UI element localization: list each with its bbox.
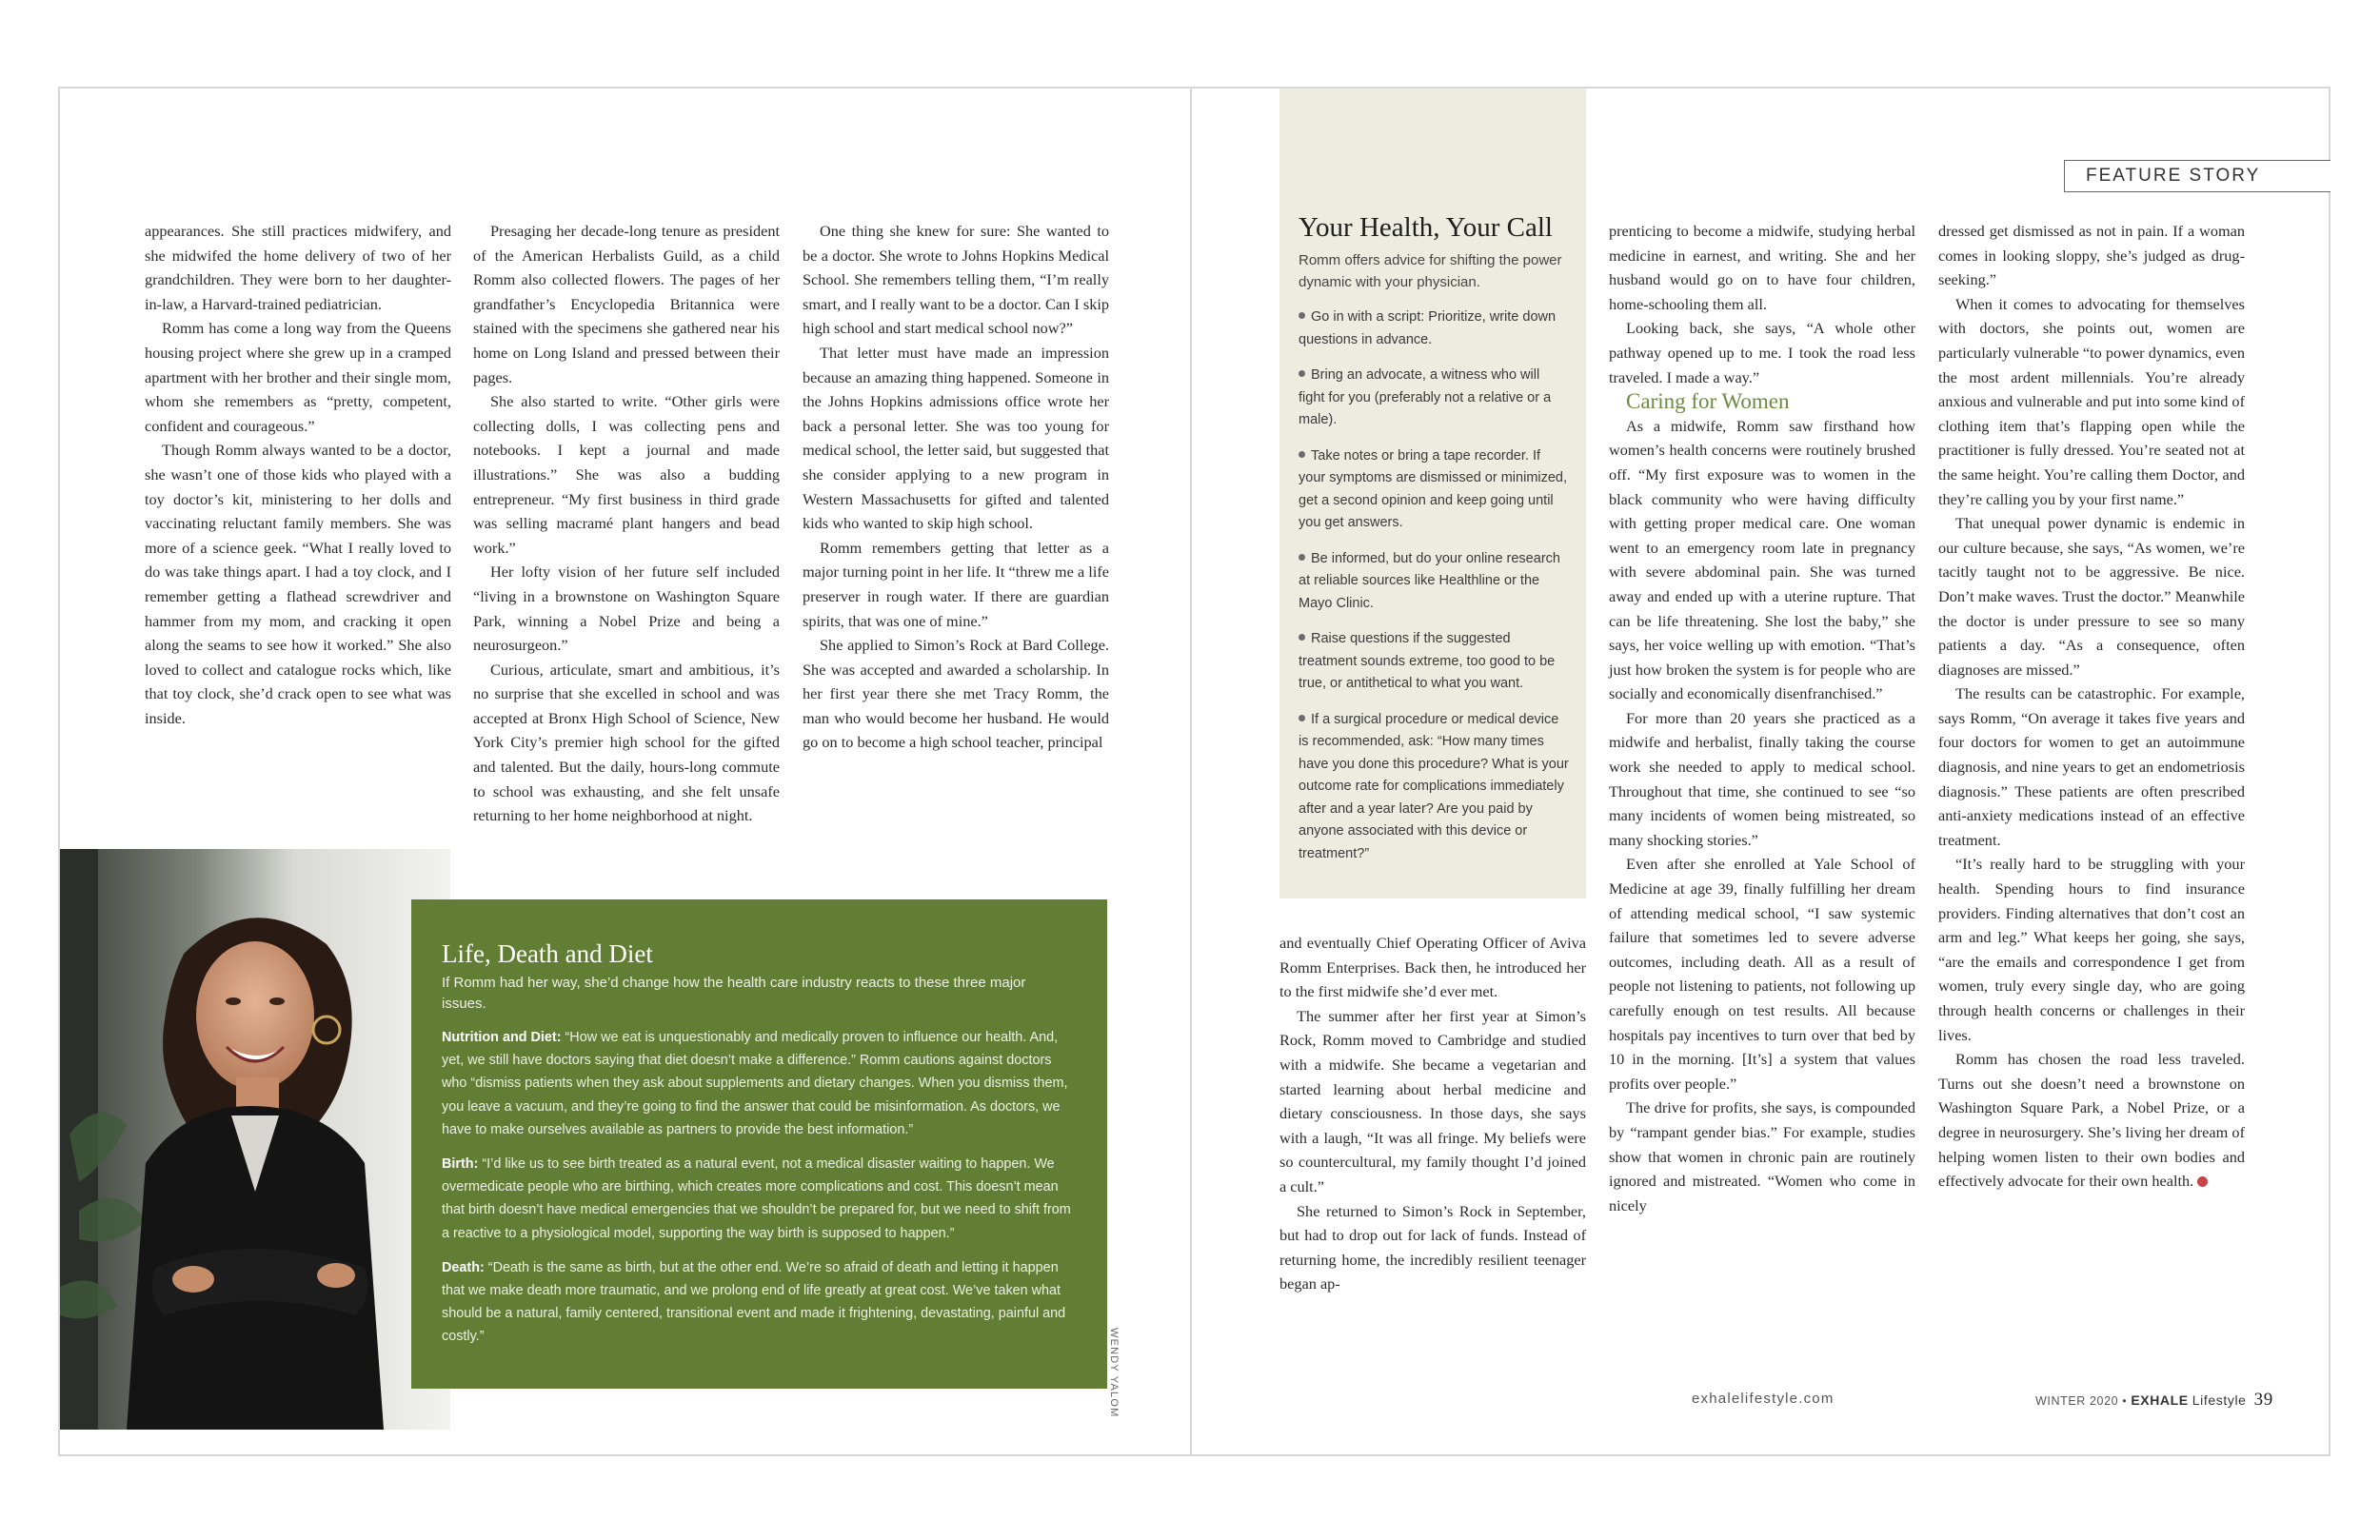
paragraph: and eventually Chief Operating Officer of Aviva Romm Enterprises. Back then, he introduced her to the first midwife she’d ever met. (1279, 934, 1586, 1001)
bullet-icon (1299, 312, 1305, 319)
magazine-brand-suffix: Lifestyle (2192, 1392, 2247, 1408)
paragraph: When it comes to advocating for themselves with doctors, she points out, women are particularly vulnerable “to power dynamics, even the most ardent millennials. You’re already anxious and vulnerable and put into some kind of clothing item that’s flapping open while the practitioner is fully dressed. You’re seated not at the same height. You’re calling them Doctor, and they’re calling you by your first name.” (1938, 294, 2245, 508)
section-tab: FEATURE STORY (2064, 160, 2330, 192)
sidebar-intro: Romm offers advice for shifting the power dynamic with your physician. (1299, 252, 1562, 290)
paragraph: She applied to Simon’s Rock at Bard College. She was accepted and awarded a scholarship. In her first year there she met Tracy Romm, the man who would become her husband. He would go on to become a high school teacher, principal (803, 636, 1109, 752)
life-death-diet-box (411, 899, 1107, 1389)
footer-issue (2035, 1390, 2273, 1411)
paragraph: Romm has chosen the road less traveled. Turns out she doesn’t need a brownstone on Washington Square Park, a Nobel Prize, or a degree in neurosurgery. She’s living her dream of helping women listen to their own bodies and effectively advocate for their own health. (1938, 1050, 2245, 1191)
paragraph: One thing she knew for sure: She wanted to be a doctor. She wrote to Johns Hopkins Medical School. She remembers telling them, “I’m really smart, and I really want to be a doctor. Can I skip high school and start medical school now?” (803, 222, 1109, 338)
paragraph: prenticing to become a midwife, studying herbal medicine in earnest, and writing. She and her husband would go on to have four children, home-schooling them all. (1609, 222, 1915, 313)
bullet-icon (1299, 715, 1305, 721)
box-intro: If Romm had her way, she’d change how the health care industry reacts to these three major issues. (442, 975, 1026, 1012)
magazine-brand: EXHALE (2131, 1392, 2189, 1408)
health-tips-sidebar (1279, 89, 1586, 898)
box-item-label: Death: (442, 1259, 485, 1275)
paragraph: Curious, articulate, smart and ambitious, it’s no surprise that she excelled in school and was accepted at Bronx High School of Science, New York City’s premier high school for the gifted and talented. But the daily, hours-long commute to school was exhausting, and she felt unsafe returning to her home neighborhood at night. (473, 660, 780, 825)
paragraph: Presaging her decade-long tenure as president of the American Herbalists Guild, as a child Romm also collected flowers. The pages of her grandfather’s Encyclopedia Britannica were stained with the specimens she gathered near his home on Long Island and pressed between their pages. (473, 222, 780, 386)
box-item-text: “Death is the same as birth, but at the other end. We’re so afraid of death and letting it happen that we make death more traumatic, and we prolong end of life greatly at great cost. We’ve taken what should be a natural, family centered, transitional event and made it frightening, devastating, painful and costly.” (442, 1259, 1066, 1345)
bullet-icon (1299, 634, 1305, 641)
paragraph: That unequal power dynamic is endemic in our culture because, she says, “As women, we’re tacitly taught not to be aggressive. Be nice. Don’t make waves. Trust the doctor.” Meanwhile the doctor is under pressure to see so many patients a day. “As a consequence, often diagnoses are missed.” (1938, 514, 2245, 679)
column-4 (1279, 931, 1586, 1296)
subhead: Caring for Women (1626, 389, 1790, 414)
box-item-death (442, 1256, 1071, 1349)
paragraph: The results can be catastrophic. For example, says Romm, “On average it takes five years and four doctors for women to get an autoimmune diagnosis, and nine years to get an endometriosis diagnosis.” These patients are often prescribed anti-anxiety medications instead of an effective treatment. (1938, 684, 2245, 849)
page-gutter (1190, 87, 1192, 1456)
paragraph: appearances. She still practices midwifery, and she midwifed the home delivery of two of her grandchildren. They were born to her daughter-in-law, a Harvard-trained pediatrician. (145, 222, 451, 313)
tip-item: If a surgical procedure or medical device is recommended, ask: “How many times have you done this procedure? What is your outcome rate for complications immediately after and a year later? Are you paid by anyone associated with this device or treatment?” (1299, 711, 1569, 861)
column-3 (803, 219, 1109, 755)
bullet-icon (1299, 370, 1305, 377)
issue-date: WINTER 2020 • (2035, 1394, 2128, 1408)
tip-item: Go in with a script: Prioritize, write down questions in advance. (1299, 309, 1557, 347)
box-item-label: Birth: (442, 1156, 479, 1173)
tip-item: Be informed, but do your online research at reliable sources like Healthline or the Mayo Clinic. (1299, 550, 1560, 611)
bullet-icon (1299, 451, 1305, 458)
paragraph: For more than 20 years she practiced as a midwife and herbalist, finally taking the course work she needed to apply to medical school. Throughout that time, she continued to see “so many incidents of women being mistreated, so many shocking stories.” (1609, 708, 1915, 849)
paragraph: She also started to write. “Other girls were collecting dolls, I was collecting pens and notebooks. I kept a journal and made illustrations.” She was also a budding entrepreneur. “My first business in third grade was selling macramé plant hangers and bead work.” (473, 392, 780, 557)
box-item-text: “I’d like us to see birth treated as a natural event, not a medical disaster waiting to happen. We overmedicate people who are birthing, which creates more complications and cost. This doesn’t mean that birth doesn’t have medical emergencies that we shouldn’t be prepared for, but we need to shift from a reactive to a physiological model, supporting the way birth is supposed to happen.” (442, 1156, 1071, 1241)
column-6 (1938, 219, 2245, 1194)
bullet-icon (1299, 554, 1305, 561)
portrait-photo (60, 849, 450, 1430)
tips-list (1299, 306, 1569, 865)
paragraph: Though Romm always wanted to be a doctor, she wasn’t one of those kids who played with a toy doctor’s kit, ministering to her dolls and vaccinating reluctant family members. She was more of a science geek. “What I really loved to do was take things apart. I had a toy clock, and I remember getting a flathead screwdriver and hammer from my mom, and cracking it open along the seams to see how it worked.” She also loved to collect and catalogue rocks which, like that toy clock, she’d crack open to see what was inside. (145, 441, 451, 727)
paragraph: “It’s really hard to be struggling with your health. Spending hours to find insurance providers. Finding alternatives that don’t cost an arm and leg.” What keeps her going, she says, “are the emails and correspondence I get from women, truly every single day, who are going through health concerns or challenges in their lives. (1938, 855, 2245, 1044)
tip-item: Bring an advocate, a witness who will fight for you (preferably not a relative or a male). (1299, 367, 1552, 427)
footer-url: exhalelifestyle.com (1692, 1391, 1835, 1407)
paragraph: Her lofty vision of her future self included “living in a brownstone on Washington Square Park, winning a Nobel Prize and being a neurosurgeon.” (473, 563, 780, 655)
tip-item: Take notes or bring a tape recorder. If your symptoms are dismissed or minimized, get a second opinion and keep going until you get answers. (1299, 447, 1568, 530)
paragraph: Romm remembers getting that letter as a major turning point in her life. It “threw me a life preserver in rough water. If there are guardian spirits, that was one of mine.” (803, 538, 1109, 630)
paragraph: Looking back, she says, “A whole other pathway opened up to me. I took the road less traveled. I made a way.” (1609, 319, 1915, 386)
column-5 (1609, 219, 1915, 1217)
end-mark-icon (2197, 1176, 2208, 1187)
paragraph: That letter must have made an impression because an amazing thing happened. Someone in the Johns Hopkins admissions office wrote her back a personal letter. She was too young for medical school, the letter said, but suggested that she consider applying to a new program in Western Massachusetts for gifted and talented kids who wanted to skip high school. (803, 343, 1109, 533)
paragraph: As a midwife, Romm saw firsthand how women’s health concerns were routinely brushed off. “My first exposure was to women in the black community who were having difficulty with getting proper medical care. One woman went to an emergency room late in pregnancy with severe abdominal pain. She was turned away and ended up with a uterine rupture. That can be life threatening. She lost the baby,” she says, her voice welling up with emotion. “That’s just how broken the system is for people who are socially and economically disenfranchised.” (1609, 416, 1915, 703)
box-item-birth (442, 1153, 1071, 1245)
sidebar-title: Your Health, Your Call (1299, 212, 1553, 243)
photo-credit: WENDY YALOM (1108, 1328, 1120, 1418)
paragraph: The drive for profits, she says, is compounded by “rampant gender bias.” For example, studies show that women in chronic pain are routinely ignored and mistreated. “Women who come in nicely (1609, 1098, 1915, 1214)
paragraph: Even after she enrolled at Yale School of Medicine at age 39, finally fulfilling her dream of attending medical school, “I saw systemic failure that sometimes led to severe adverse outcomes, including death. All as a result of people not listening to patients, not following up carefully enough on test results. All because hospitals pay incentives to turn over that bed by 10 in the morning. [It’s] a system that values profits over people.” (1609, 855, 1915, 1093)
paragraph: The summer after her first year at Simon’s Rock, Romm moved to Cambridge and studied with a midwife. She became a vegetarian and started learning about herbal medicine and dietary consciousness. In those days, she says with a laugh, “It was all fringe. My beliefs were so countercultural, my family thought I’d joined a cult.” (1279, 1006, 1586, 1195)
box-title: Life, Death and Diet (442, 939, 653, 968)
paragraph: dressed get dismissed as not in pain. If a woman comes in looking sloppy, she’s judged as drug-seeking.” (1938, 222, 2245, 289)
page-number: 39 (2253, 1390, 2273, 1410)
paragraph: She returned to Simon’s Rock in September, but had to drop out for lack of funds. Instead of returning home, the incredibly resilient teenager began ap- (1279, 1201, 1586, 1293)
box-item-nutrition (442, 1026, 1071, 1141)
box-item-text: “How we eat is unquestionably and medically proven to influence our health. And, yet, we still have doctors saying that diet doesn’t make a difference.” Romm cautions against doctors who “dismiss patients when they ask about supplements and dietary changes. When you dismiss them, you leave a vacuum, and they’re going to find the answer that could be misinformation. As doctors, we have to make ourselves available as partners to provide the best information.” (442, 1030, 1068, 1137)
tip-item: Raise questions if the suggested treatment sounds extreme, too good to be true, or antithetical to what you want. (1299, 631, 1556, 691)
paragraph: Romm has come a long way from the Queens housing project where she grew up in a cramped apartment with her brother and their single mom, whom she remembers as “pretty, competent, confident and courageous.” (145, 319, 451, 435)
column-1 (145, 219, 451, 730)
column-2 (473, 219, 780, 828)
box-item-label: Nutrition and Diet: (442, 1030, 562, 1045)
